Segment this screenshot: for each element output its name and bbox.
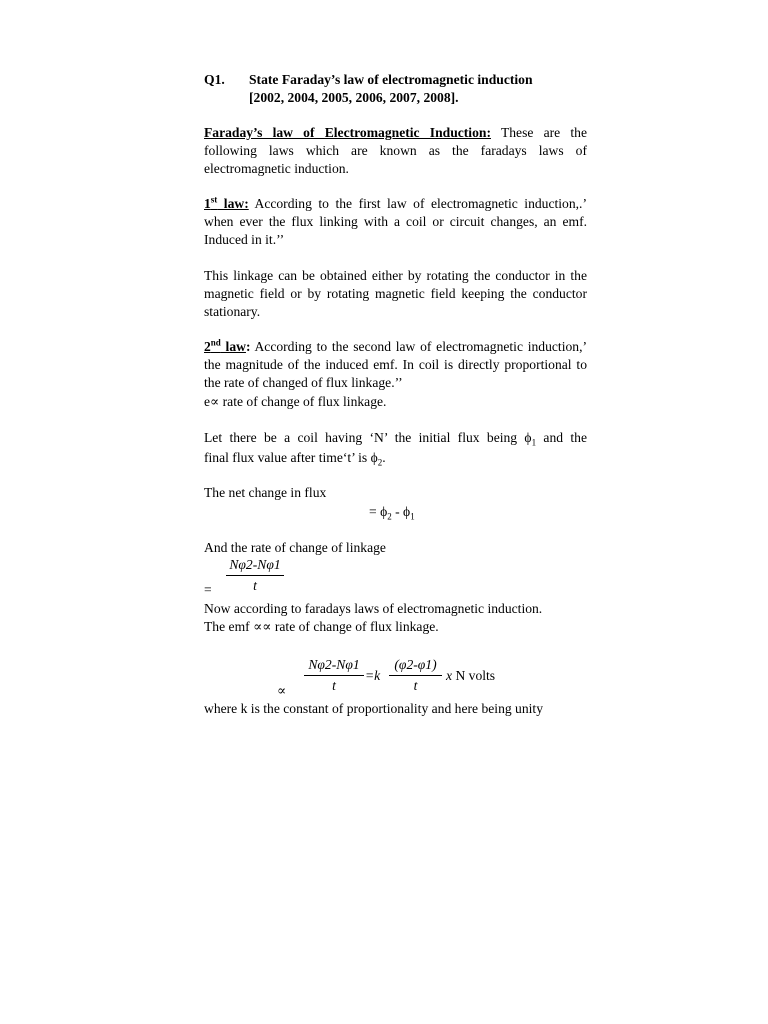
rate-numerator: Nφ2-Nφ1 [226, 556, 284, 576]
question-title-line2: [2002, 2004, 2005, 2006, 2007, 2008]. [249, 90, 459, 105]
rate-denominator: t [253, 578, 257, 593]
second-law-paragraph [204, 338, 587, 392]
intro-paragraph [204, 124, 587, 178]
rate-equals: = [204, 582, 212, 597]
final-fraction-1 [304, 656, 364, 695]
final-equals-k: =k [365, 668, 381, 683]
final-numerator-1: Nφ2-Nφ1 [304, 656, 364, 676]
proportional-line: e∝ rate of change of flux linkage. [204, 394, 387, 409]
question-number: Q1. [204, 72, 225, 87]
intro-text: These are the following laws which are known as the faradays laws of electromagnetic induction. [204, 125, 587, 176]
constant-line: where k is the constant of proportionality and here being unity [204, 701, 544, 716]
rate-fraction [226, 556, 284, 595]
first-law-text: According to the first law of electromagnetic induction,.’ when ever the flux linking with a coil or circuit changes, an emf. Induced in it.’’ [204, 196, 587, 247]
linkage-paragraph: This linkage can be obtained either by rotating the conductor in the magnetic field or by rotating magnetic field keeping the conductor stationary. [204, 268, 587, 319]
net-change-equation: = $\phi_2 - \phi_1$ [369, 504, 415, 522]
final-denominator-2: t [413, 678, 418, 693]
coil-paragraph-line1: Let there be a coil having ‘N’ the initial flux being $\phi_1$ and the [204, 430, 587, 448]
final-tail: x N volts [446, 668, 496, 683]
final-proportional-sign: ∝ [277, 683, 287, 698]
first-law-paragraph [204, 195, 587, 249]
second-law-text: According to the second law of electromagnetic induction,’ the magnitude of the induced emf. In coil is directly proportional to the rate of changed of flux linkage.’’ [204, 339, 587, 390]
final-denominator-1: t [332, 678, 336, 693]
rate-label: And the rate of change of linkage [204, 540, 386, 555]
coil-paragraph-line2: final flux value after time‘t’ is $\phi_2$. [204, 450, 386, 468]
now-text-line1: Now according to faradays laws of electromagnetic induction. [204, 601, 543, 616]
now-text-line2: The emf ∝∝ rate of change of flux linkage. [204, 619, 439, 634]
final-fraction-2 [389, 656, 442, 695]
second-law-heading: 2nd law: [204, 337, 251, 354]
net-change-label: The net change in flux [204, 485, 327, 500]
intro-heading: Faraday’s law of Electromagnetic Induction: [204, 125, 491, 140]
question-title-line1: State Faraday’s law of electromagnetic induction [249, 72, 533, 87]
first-law-heading: 1st law: [204, 194, 249, 211]
final-numerator-2: (φ2-φ1) [389, 656, 442, 676]
